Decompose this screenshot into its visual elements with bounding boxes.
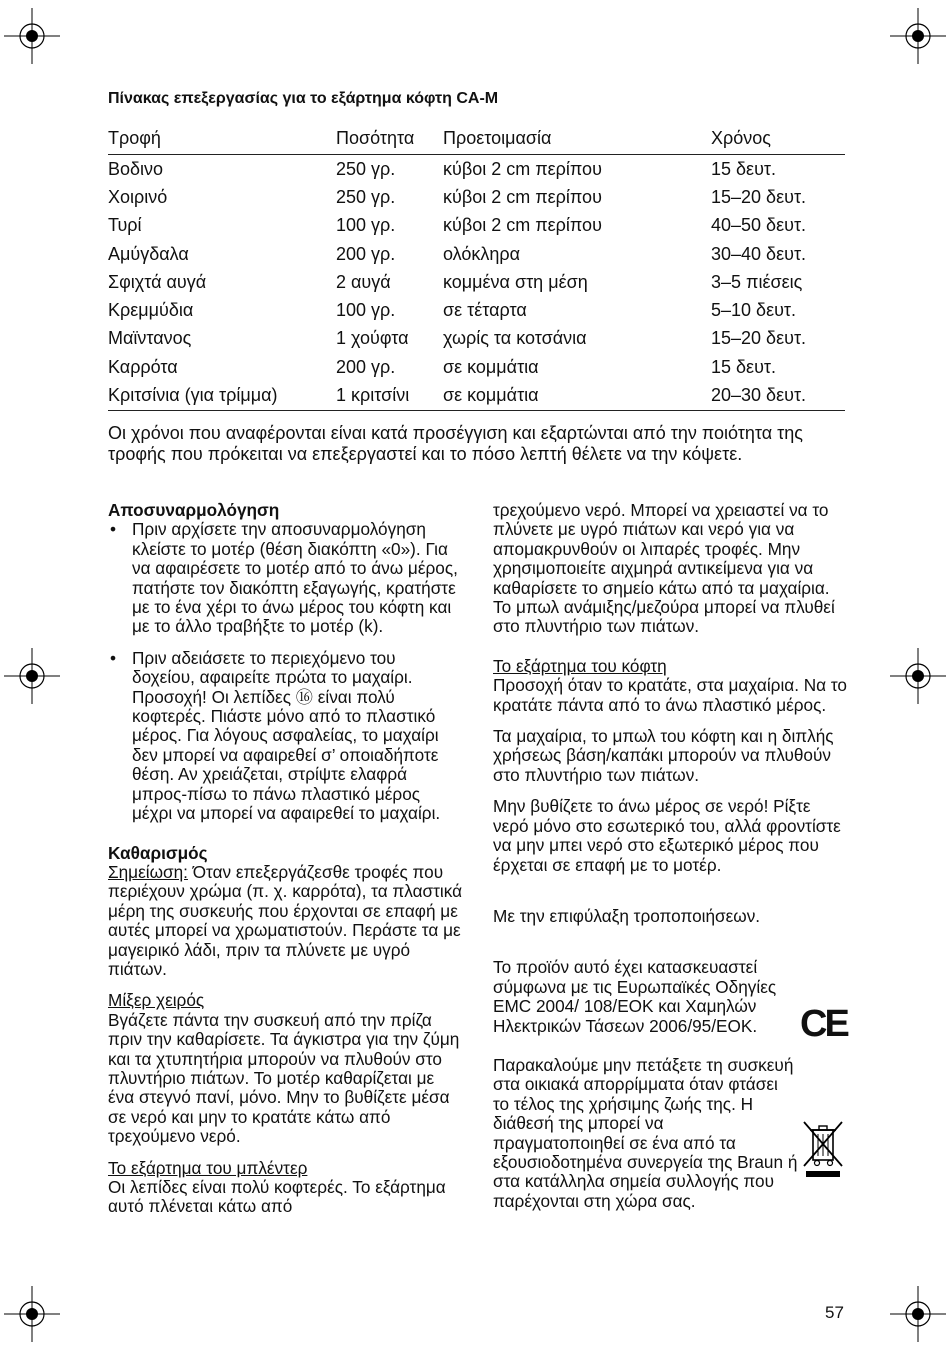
disassembly-heading: Αποσυναρμολόγηση <box>108 500 280 520</box>
cell-quantity: 2 αυγά <box>336 271 391 292</box>
cell-time: 40–50 δευτ. <box>711 215 807 236</box>
cell-time: 30–40 δευτ. <box>711 243 807 264</box>
header-quantity: Ποσότητα <box>336 124 443 155</box>
chopper-paragraph: Τα μαχαίρια, το μπωλ του κόφτη και η διπλής χρήσεως βάση/καπάκι μπορούν να πλυθούν στο πλυντήριο των πιάτων. <box>493 726 834 785</box>
registration-mark-bottom-left-icon <box>4 1286 60 1342</box>
cell-quantity: 1 χούφτα <box>336 328 409 349</box>
cell-food: Βοδινο <box>108 158 164 179</box>
chopper-paragraph: Προσοχή όταν το κρατάτε, στα μαχαίρια. Να το κρατάτε πάντα από το άνω πλαστικό μέρος. <box>493 675 847 715</box>
table-row <box>108 212 845 240</box>
cell-preparation: κύβοι 2 cm περίπου <box>443 215 602 236</box>
table-title: Πίνακας επεξεργασίας για το εξάρτημα κόφτη CA-M <box>108 90 499 107</box>
cell-food: Κριτσίνια (για τρίμμα) <box>108 381 336 410</box>
cell-quantity: 100 γρ. <box>336 215 396 236</box>
cell-quantity: 250 γρ. <box>336 186 396 207</box>
table-row <box>108 155 845 184</box>
cell-time: 15 δευτ. <box>711 356 777 377</box>
table-row <box>108 183 845 211</box>
cell-preparation: σε τέταρτα <box>443 300 527 321</box>
page-number: 57 <box>825 1303 844 1322</box>
hand-mixer-heading: Μίξερ χειρός <box>108 990 205 1011</box>
cell-food: Χοιρινό <box>108 186 168 207</box>
cell-time: 3–5 πιέσεις <box>711 271 803 292</box>
bullet-item <box>108 649 463 824</box>
cell-quantity: 1 κριτσίνι <box>336 381 443 410</box>
processing-table <box>108 124 845 411</box>
blender-heading: Το εξάρτημα του μπλέντερ <box>108 1157 308 1178</box>
registration-mark-top-right-icon <box>890 8 946 64</box>
blender-text: Οι λεπίδες είναι πολύ κοφτερές. Το εξάρτημα αυτό πλένεται κάτω από <box>108 1177 446 1217</box>
cell-preparation: κομμένα στη μέση <box>443 271 588 292</box>
cell-preparation: κύβοι 2 cm περίπου <box>443 158 602 179</box>
table-note: Οι χρόνοι που αναφέρονται είναι κατά προσέγγιση και εξαρτώνται από την ποιότητα της τροφής που πρόκειται να επεξεργαστεί και το πόσο λεπτή θέλετε να την κόψετε. <box>108 423 803 464</box>
registration-mark-mid-left-icon <box>4 648 60 704</box>
hand-mixer-text: Βγάζετε πάντα την συσκευή από την πρίζα πριν την καθαρίσετε. Τα άγκιστρα για την ζύμη και τα χτυπητήρια μπορούν να πλυθούν στο πλυντήριο πιάτων. Το μοτέρ καθαρίζεται με ένα στεγνό πανί, μόνο. Μην το βυθίζετε μέσα σε νερό και μην το κρατάτε κάτω από τρεχούμενο νερό. <box>108 1009 460 1147</box>
registration-mark-bottom-right-icon <box>890 1286 946 1342</box>
cell-preparation: σε κομμάτια <box>443 356 539 377</box>
header-preparation: Προετοιμασία <box>443 124 711 155</box>
cell-food: Σφιχτά αυγά <box>108 271 207 292</box>
cleaning-heading: Καθαρισμός <box>108 842 208 863</box>
cell-time: 15–20 δευτ. <box>711 328 807 349</box>
chopper-heading: Το εξάρτημα του κόφτη <box>493 655 667 676</box>
bullet-text: Πριν αδειάσετε το περιεχόμενο του δοχείου, αφαιρείτε πρώτα το μαχαίρι. Προσοχή! Οι λεπίδες ⑯ είναι πολύ κοφτερές. Πιάστε μόνο από το πλαστικό μέρος. Για λόγους ασφαλείας, το μαχαίρι δεν μπορεί να αφαιρεθεί σ’ οποιαδήποτε θέση. Αν χρειάζεται, στρίψτε ελαφρά μπρος-πίσω το πάνω πλαστικό μέρος μέχρι να μπορεί να αφαιρεθεί το μαχαίρι. <box>132 647 441 824</box>
ce-compliance-text: Το προϊόν αυτό έχει κατασκευαστεί σύμφωνα με τις Ευρωπαϊκές Οδηγίες EMC 2004/ 108/ΕΟΚ και Χαμηλών Ηλεκτρικών Τάσεων 2006/95/ΕΟΚ. <box>493 957 777 1036</box>
bullet-icon: • <box>110 519 117 540</box>
bullet-icon: • <box>110 647 117 668</box>
cell-time: 20–30 δευτ. <box>711 381 845 410</box>
cell-preparation: σε κομμάτια <box>443 381 711 410</box>
table-row <box>108 268 845 296</box>
table-header-row <box>108 124 845 155</box>
left-column <box>108 501 463 1217</box>
blender-text-continued: τρεχούμενο νερό. Μπορεί να χρειαστεί να το πλύνετε με υγρό πιάτων και νερό για να απομακρυνθούν οι λιπαρές τροφές. Μην χρησιμοποιείτε αιχμηρά αντικείμενα για να καθαρίσετε το σημείο κάτω από τα μαχαίρια. Το μπωλ ανάμιξης/μεζούρα μπορεί να πλυθεί στο πλυντήριο των πιάτων. <box>493 500 835 637</box>
right-column <box>493 501 848 1211</box>
cell-quantity: 250 γρ. <box>336 158 396 179</box>
cell-food: Τυρί <box>108 215 142 236</box>
cell-preparation: χωρίς τα κοτσάνια <box>443 328 587 349</box>
table-row <box>108 325 845 353</box>
cell-food: Αμύγδαλα <box>108 243 189 264</box>
table-row <box>108 381 845 410</box>
cell-food: Κρεμμύδια <box>108 300 194 321</box>
note-label: Σημείωση: <box>108 861 188 882</box>
bullet-item <box>108 520 463 636</box>
cell-quantity: 200 γρ. <box>336 356 396 377</box>
bullet-text: Πριν αρχίσετε την αποσυναρμολόγηση κλείστε το μοτέρ (θέση διακόπτη «0»). Για να αφαιρέσετε το μοτέρ από το άνω μέρος, πατήστε τον διακόπτη εξαγωγής, κρατήστε με το ένα χέρι το άνω μέρος του κόφτη και με το άλλο τραβήξτε το μοτέρ (k). <box>132 519 458 637</box>
cell-food: Καρρότα <box>108 356 178 377</box>
cell-food: Μαϊντανος <box>108 328 192 349</box>
registration-mark-mid-right-icon <box>890 648 946 704</box>
table-row <box>108 240 845 268</box>
cell-preparation: ολόκληρα <box>443 243 521 264</box>
cell-preparation: κύβοι 2 cm περίπου <box>443 186 602 207</box>
crossed-bin-icon <box>802 1120 844 1178</box>
ce-mark-icon: CE <box>800 1003 847 1045</box>
disposal-text: Παρακαλούμε μην πετάξετε τη συσκευή στα οικιακά απορρίμματα όταν φτάσει το τέλος της χρήσιμης ζωής της. Η διάθεσή της μπορεί να πραγματοποιηθεί σε ένα από τα εξουσιοδοτημένα συνεργεία της Braun ή στα κατάλληλα σημεία συλλογής που παρέχονται στη χώρα σας. <box>493 1054 798 1211</box>
table-row <box>108 296 845 324</box>
cell-quantity: 200 γρ. <box>336 243 396 264</box>
cleaning-note <box>108 863 463 979</box>
cell-time: 15 δευτ. <box>711 158 777 179</box>
table-row <box>108 353 845 381</box>
chopper-paragraph: Μην βυθίζετε το άνω μέρος σε νερό! Ρίξτε νερό μόνο στο εσωτερικό του, αλλά φροντίστε να μην μπει νερό στο εξωτερικό μέρος που έρχεται σε επαφή με το μοτέρ. <box>493 796 841 875</box>
cell-quantity: 100 γρ. <box>336 300 396 321</box>
registration-mark-top-left-icon <box>4 8 60 64</box>
note-text: Όταν επεξεργάζεσθε τροφές που περιέχουν χρώμα (π. χ. καρρότα), τα πλαστικά μέρη της συσκευής που έρχονται σε επαφή με αυτές μπορεί να χρωματιστούν. Περάστε τα με μαγειρικό λάδι, πριν τα πλύνετε με υγρό πιάτων. <box>108 861 463 979</box>
header-food: Τροφή <box>108 124 336 155</box>
cell-time: 15–20 δευτ. <box>711 186 807 207</box>
modification-reserve: Με την επιφύλαξη τροποποιήσεων. <box>493 905 761 926</box>
header-time: Χρόνος <box>711 124 845 155</box>
cell-time: 5–10 δευτ. <box>711 300 797 321</box>
